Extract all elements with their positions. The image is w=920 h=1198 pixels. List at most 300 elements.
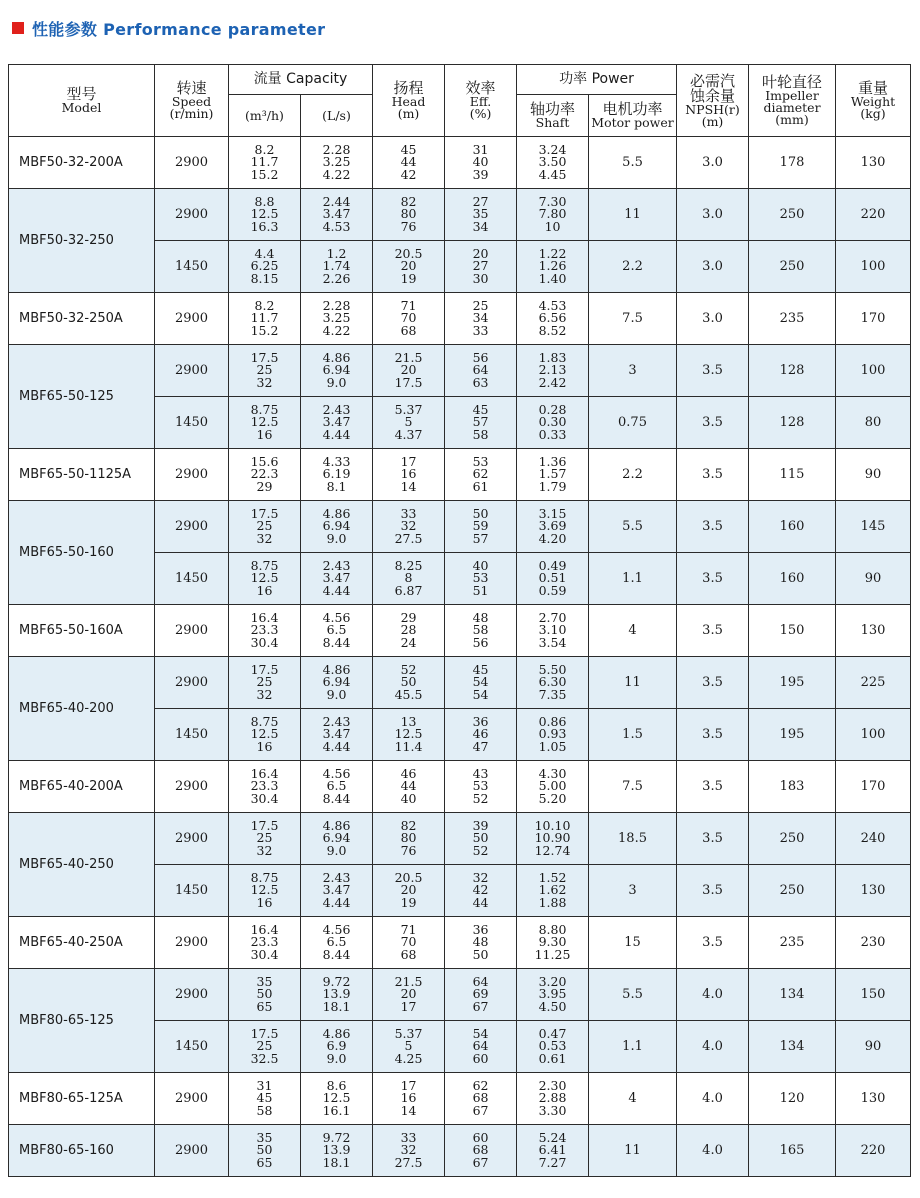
speed-cell: 1450 [155,709,229,761]
table-row [9,969,911,1021]
shaft-power-cell [517,1125,589,1177]
motor-power-cell: 4 [589,605,677,657]
model-cell: MBF65-50-1125A [9,449,155,501]
capacity-m3h-cell-value: 8.75 [250,713,279,729]
capacity-m3h-cell-value: 29 [256,478,273,494]
shaft-power-cell-value: 3.95 [538,986,567,1002]
weight-cell: 130 [836,605,911,657]
eff-cell-value: 42 [472,882,489,898]
eff-cell-value: 39 [472,166,489,182]
shaft-power-cell-value: 7.30 [538,193,567,209]
eff-cell-value: 67 [472,1154,489,1170]
capacity-ls-cell-value: 6.94 [322,674,351,690]
speed-cell: 1450 [155,241,229,293]
table-row [9,501,911,553]
shaft-power-cell-value: 2.88 [538,1090,567,1106]
capacity-m3h-cell-value: 25 [256,362,273,378]
capacity-ls-cell-value: 4.44 [322,582,351,598]
motor-power-cell: 18.5 [589,813,677,865]
capacity-ls-cell [301,761,373,813]
header-capacity: 流量 Capacity [229,65,373,95]
weight-cell: 100 [836,345,911,397]
eff-cell-value: 60 [472,1129,489,1145]
npsh-cell: 3.0 [677,189,749,241]
head-cell [373,1125,445,1177]
shaft-power-cell-value: 2.42 [538,374,567,390]
shaft-power-cell-value: 1.88 [538,894,567,910]
capacity-ls-cell-value: 9.0 [326,686,347,702]
eff-cell [445,657,517,709]
head-cell-value: 24 [400,634,417,650]
motor-power-cell: 5.5 [589,969,677,1021]
head-cell-value: 32 [400,518,417,534]
head-cell [373,865,445,917]
weight-cell: 220 [836,1125,911,1177]
shaft-power-cell-value: 6.30 [538,674,567,690]
eff-cell-value: 53 [472,453,489,469]
motor-power-cell: 2.2 [589,449,677,501]
head-cell-value: 17 [400,453,417,469]
shaft-power-cell [517,241,589,293]
shaft-power-cell-value: 0.59 [538,582,567,598]
weight-cell: 100 [836,709,911,761]
capacity-ls-cell-value: 3.47 [322,882,351,898]
eff-cell-value: 27 [472,258,489,274]
shaft-power-cell [517,1021,589,1073]
head-cell-value: 42 [400,166,417,182]
capacity-ls-cell-value: 3.47 [322,206,351,222]
eff-cell-value: 25 [472,297,489,313]
eff-cell [445,189,517,241]
capacity-m3h-cell-value: 8.8 [254,193,275,209]
capacity-ls-cell-value: 4.53 [322,218,351,234]
weight-cell: 80 [836,397,911,449]
capacity-m3h-cell-value: 65 [256,998,273,1014]
shaft-power-cell-value: 3.50 [538,154,567,170]
table-row [9,345,911,397]
weight-cell: 90 [836,1021,911,1073]
capacity-ls-cell-value: 4.56 [322,765,351,781]
shaft-power-cell-value: 5.24 [538,1129,567,1145]
table-body [9,137,911,1177]
capacity-m3h-cell-value: 8.75 [250,401,279,417]
npsh-cell: 3.5 [677,397,749,449]
table-row [9,917,911,969]
npsh-cell: 3.5 [677,709,749,761]
eff-cell-value: 59 [472,518,489,534]
eff-cell-value: 39 [472,817,489,833]
capacity-ls-cell [301,397,373,449]
speed-cell: 2900 [155,293,229,345]
model-cell: MBF65-40-200A [9,761,155,813]
eff-cell [445,917,517,969]
eff-cell [445,1125,517,1177]
npsh-cell: 3.0 [677,293,749,345]
eff-cell [445,865,517,917]
eff-cell-value: 56 [472,349,489,365]
npsh-cell: 4.0 [677,1125,749,1177]
head-cell [373,969,445,1021]
speed-cell: 2900 [155,657,229,709]
head-cell [373,241,445,293]
shaft-power-cell [517,657,589,709]
capacity-ls-cell-value: 9.0 [326,374,347,390]
npsh-cell: 4.0 [677,1021,749,1073]
speed-cell: 2900 [155,501,229,553]
shaft-power-cell-value: 4.53 [538,297,567,313]
header-capacity-m3h: (m³/h) [229,95,301,137]
motor-power-cell: 2.2 [589,241,677,293]
impeller-cell: 128 [749,345,836,397]
impeller-cell: 250 [749,189,836,241]
capacity-ls-cell-value: 2.28 [322,297,351,313]
capacity-m3h-cell-value: 12.5 [250,726,279,742]
eff-cell-value: 60 [472,1050,489,1066]
capacity-m3h-cell-value: 15.2 [250,322,279,338]
capacity-ls-cell-value: 6.5 [326,778,347,794]
capacity-m3h-cell [229,449,301,501]
head-cell-value: 20 [400,258,417,274]
head-cell [373,345,445,397]
head-cell-value: 28 [400,622,417,638]
head-cell-value: 71 [400,297,417,313]
table-row [9,449,911,501]
capacity-m3h-cell-value: 31 [256,1077,273,1093]
head-cell-value: 76 [400,218,417,234]
header-impeller: 叶轮直径 Impeller diameter (mm) [749,65,836,137]
head-cell-value: 46 [400,765,417,781]
shaft-power-cell-value: 0.86 [538,713,567,729]
impeller-cell: 235 [749,917,836,969]
model-cell: MBF65-50-160 [9,501,155,605]
capacity-m3h-cell [229,813,301,865]
head-cell-value: 21.5 [394,973,423,989]
shaft-power-cell [517,969,589,1021]
capacity-ls-cell [301,345,373,397]
shaft-power-cell-value: 0.61 [538,1050,567,1066]
capacity-m3h-cell-value: 65 [256,1154,273,1170]
head-cell-value: 21.5 [394,349,423,365]
npsh-cell: 3.5 [677,917,749,969]
capacity-ls-cell-value: 4.86 [322,817,351,833]
head-cell-value: 82 [400,193,417,209]
speed-cell: 2900 [155,1125,229,1177]
shaft-power-cell [517,293,589,345]
eff-cell-value: 44 [472,894,489,910]
shaft-power-cell-value: 1.52 [538,869,567,885]
head-cell-value: 20.5 [394,245,423,261]
capacity-m3h-cell-value: 16.4 [250,609,279,625]
shaft-power-cell-value: 3.54 [538,634,567,650]
speed-cell: 1450 [155,1021,229,1073]
impeller-cell: 134 [749,969,836,1021]
eff-cell-value: 57 [472,414,489,430]
capacity-ls-cell [301,553,373,605]
motor-power-cell: 0.75 [589,397,677,449]
capacity-m3h-cell-value: 17.5 [250,817,279,833]
eff-cell-value: 51 [472,582,489,598]
eff-cell-value: 54 [472,686,489,702]
eff-cell-value: 56 [472,634,489,650]
capacity-m3h-cell-value: 17.5 [250,661,279,677]
eff-cell-value: 36 [472,921,489,937]
capacity-ls-cell [301,137,373,189]
capacity-ls-cell-value: 9.0 [326,842,347,858]
capacity-ls-cell-value: 2.43 [322,869,351,885]
head-cell [373,761,445,813]
capacity-m3h-cell-value: 12.5 [250,414,279,430]
motor-power-cell: 1.1 [589,553,677,605]
capacity-ls-cell [301,917,373,969]
shaft-power-cell [517,397,589,449]
shaft-power-cell-value: 1.79 [538,478,567,494]
eff-cell [445,605,517,657]
motor-power-cell: 1.1 [589,1021,677,1073]
model-cell: MBF50-32-250A [9,293,155,345]
head-cell-value: 45 [400,141,417,157]
capacity-ls-cell-value: 9.0 [326,1050,347,1066]
impeller-cell: 160 [749,501,836,553]
eff-cell-value: 63 [472,374,489,390]
model-cell: MBF65-50-125 [9,345,155,449]
shaft-power-cell-value: 3.15 [538,505,567,521]
eff-cell-value: 45 [472,401,489,417]
head-cell-value: 8.25 [394,557,423,573]
head-cell-value: 6.87 [394,582,423,598]
head-cell-value: 27.5 [394,530,423,546]
shaft-power-cell-value: 2.13 [538,362,567,378]
motor-power-cell: 15 [589,917,677,969]
capacity-ls-cell-value: 6.5 [326,934,347,950]
eff-cell-value: 20 [472,245,489,261]
head-cell-value: 4.25 [394,1050,423,1066]
head-cell-value: 40 [400,790,417,806]
capacity-ls-cell-value: 9.72 [322,973,351,989]
head-cell-value: 33 [400,1129,417,1145]
capacity-ls-cell-value: 4.56 [322,609,351,625]
head-cell-value: 19 [400,894,417,910]
head-cell-value: 19 [400,270,417,286]
speed-cell: 2900 [155,605,229,657]
model-cell: MBF65-40-250A [9,917,155,969]
eff-cell-value: 54 [472,674,489,690]
speed-cell: 2900 [155,345,229,397]
shaft-power-cell-value: 3.69 [538,518,567,534]
weight-cell: 150 [836,969,911,1021]
capacity-m3h-cell-value: 11.7 [250,154,279,170]
model-cell: MBF80-65-125 [9,969,155,1073]
weight-cell: 225 [836,657,911,709]
capacity-ls-cell-value: 3.25 [322,154,351,170]
shaft-power-cell-value: 5.50 [538,661,567,677]
capacity-ls-cell [301,241,373,293]
head-cell [373,553,445,605]
capacity-ls-cell [301,501,373,553]
eff-cell-value: 62 [472,1077,489,1093]
weight-cell: 130 [836,865,911,917]
header-head: 扬程 Head (m) [373,65,445,137]
table-row [9,813,911,865]
capacity-ls-cell-value: 6.9 [326,1038,347,1054]
weight-cell: 130 [836,1073,911,1125]
capacity-m3h-cell-value: 16 [256,894,273,910]
capacity-m3h-cell-value: 17.5 [250,505,279,521]
capacity-ls-cell-value: 4.33 [322,453,351,469]
shaft-power-cell-value: 6.41 [538,1142,567,1158]
impeller-cell: 235 [749,293,836,345]
capacity-ls-cell-value: 8.44 [322,946,351,962]
capacity-ls-cell-value: 2.28 [322,141,351,157]
shaft-power-cell [517,189,589,241]
motor-power-cell: 4 [589,1073,677,1125]
capacity-m3h-cell-value: 16 [256,738,273,754]
capacity-m3h-cell [229,189,301,241]
head-cell-value: 12.5 [394,726,423,742]
eff-cell-value: 62 [472,466,489,482]
capacity-ls-cell-value: 13.9 [322,986,351,1002]
capacity-ls-cell-value: 4.22 [322,166,351,182]
capacity-ls-cell-value: 2.26 [322,270,351,286]
motor-power-cell: 7.5 [589,293,677,345]
shaft-power-cell-value: 4.30 [538,765,567,781]
eff-cell-value: 58 [472,622,489,638]
capacity-m3h-cell-value: 32 [256,374,273,390]
capacity-m3h-cell-value: 30.4 [250,634,279,650]
capacity-m3h-cell-value: 23.3 [250,622,279,638]
capacity-ls-cell [301,1073,373,1125]
capacity-m3h-cell-value: 8.75 [250,869,279,885]
capacity-ls-cell-value: 2.43 [322,713,351,729]
head-cell-value: 80 [400,830,417,846]
capacity-m3h-cell-value: 50 [256,1142,273,1158]
shaft-power-cell-value: 9.30 [538,934,567,950]
npsh-cell: 3.5 [677,501,749,553]
head-cell-value: 45.5 [394,686,423,702]
capacity-ls-cell-value: 4.86 [322,349,351,365]
model-cell: MBF65-40-250 [9,813,155,917]
capacity-ls-cell [301,969,373,1021]
eff-cell-value: 40 [472,154,489,170]
eff-cell-value: 58 [472,426,489,442]
npsh-cell: 3.5 [677,657,749,709]
shaft-power-cell-value: 10.90 [534,830,571,846]
capacity-m3h-cell [229,709,301,761]
capacity-ls-cell-value: 8.44 [322,790,351,806]
head-cell [373,917,445,969]
shaft-power-cell-value: 4.50 [538,998,567,1014]
capacity-ls-cell-value: 1.2 [326,245,347,261]
header-capacity-ls: (L/s) [301,95,373,137]
red-square-icon [12,22,24,34]
capacity-m3h-cell-value: 15.2 [250,166,279,182]
shaft-power-cell [517,553,589,605]
header-model: 型号 Model [9,65,155,137]
model-cell: MBF50-32-250 [9,189,155,293]
eff-cell-value: 67 [472,998,489,1014]
eff-cell-value: 57 [472,530,489,546]
shaft-power-cell-value: 1.36 [538,453,567,469]
eff-cell-value: 53 [472,778,489,794]
shaft-power-cell-value: 1.05 [538,738,567,754]
eff-cell [445,813,517,865]
eff-cell-value: 35 [472,206,489,222]
impeller-cell: 195 [749,709,836,761]
capacity-m3h-cell-value: 30.4 [250,790,279,806]
capacity-m3h-cell-value: 6.25 [250,258,279,274]
capacity-ls-cell [301,449,373,501]
impeller-cell: 250 [749,813,836,865]
npsh-cell: 3.5 [677,605,749,657]
shaft-power-cell-value: 3.10 [538,622,567,638]
shaft-power-cell-value: 5.00 [538,778,567,794]
capacity-m3h-cell [229,1073,301,1125]
capacity-m3h-cell-value: 11.7 [250,310,279,326]
speed-cell: 2900 [155,917,229,969]
capacity-ls-cell-value: 6.5 [326,622,347,638]
head-cell-value: 20 [400,362,417,378]
eff-cell-value: 52 [472,842,489,858]
npsh-cell: 4.0 [677,969,749,1021]
capacity-ls-cell-value: 3.47 [322,570,351,586]
head-cell-value: 17 [400,998,417,1014]
shaft-power-cell-value: 7.35 [538,686,567,702]
head-cell-value: 52 [400,661,417,677]
weight-cell: 130 [836,137,911,189]
capacity-m3h-cell-value: 8.2 [254,141,275,157]
capacity-m3h-cell [229,865,301,917]
shaft-power-cell-value: 0.93 [538,726,567,742]
shaft-power-cell-value: 1.83 [538,349,567,365]
speed-cell: 2900 [155,813,229,865]
eff-cell [445,1073,517,1125]
capacity-ls-cell-value: 8.44 [322,634,351,650]
shaft-power-cell-value: 3.30 [538,1102,567,1118]
capacity-m3h-cell-value: 50 [256,986,273,1002]
head-cell-value: 32 [400,1142,417,1158]
eff-cell-value: 68 [472,1090,489,1106]
eff-cell [445,553,517,605]
npsh-cell: 3.5 [677,345,749,397]
impeller-cell: 250 [749,865,836,917]
shaft-power-cell [517,709,589,761]
npsh-cell: 3.0 [677,241,749,293]
eff-cell-value: 34 [472,218,489,234]
eff-cell-value: 61 [472,478,489,494]
capacity-ls-cell-value: 8.6 [326,1077,347,1093]
shaft-power-cell-value: 0.49 [538,557,567,573]
capacity-ls-cell [301,813,373,865]
npsh-cell: 3.5 [677,449,749,501]
eff-cell [445,137,517,189]
eff-cell-value: 40 [472,557,489,573]
speed-cell: 1450 [155,553,229,605]
head-cell-value: 14 [400,478,417,494]
motor-power-cell: 3 [589,865,677,917]
capacity-ls-cell-value: 4.86 [322,661,351,677]
capacity-m3h-cell-value: 16 [256,426,273,442]
head-cell-value: 20 [400,986,417,1002]
head-cell-value: 16 [400,466,417,482]
shaft-power-cell-value: 0.53 [538,1038,567,1054]
head-cell-value: 14 [400,1102,417,1118]
weight-cell: 170 [836,293,911,345]
shaft-power-cell [517,345,589,397]
capacity-ls-cell-value: 6.94 [322,830,351,846]
capacity-m3h-cell-value: 15.6 [250,453,279,469]
speed-cell: 2900 [155,137,229,189]
capacity-m3h-cell-value: 32 [256,842,273,858]
npsh-cell: 3.5 [677,553,749,605]
